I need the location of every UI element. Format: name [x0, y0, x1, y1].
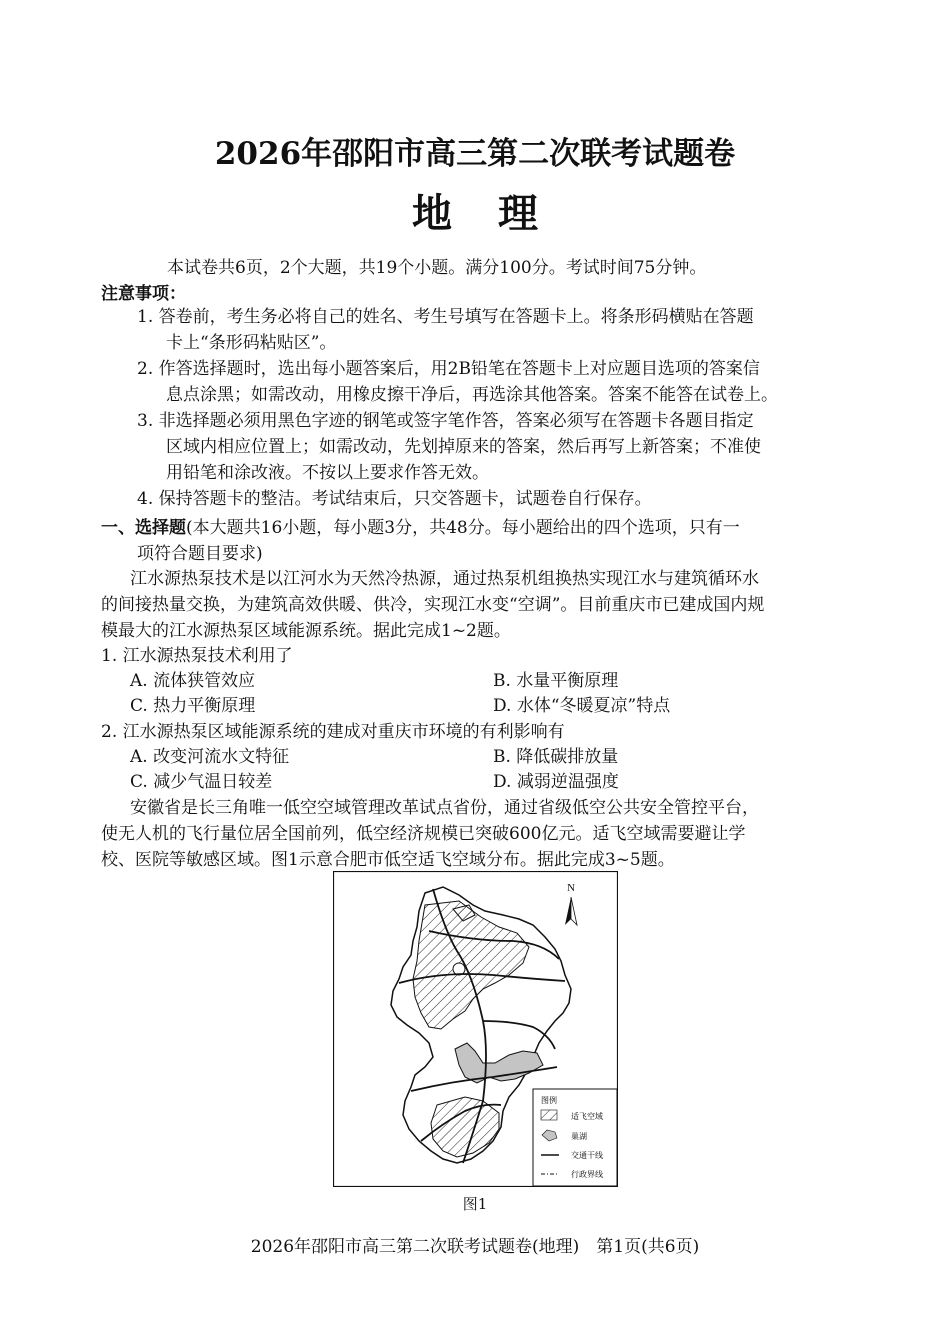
passage-1-line-3: 模最大的江水源热泵区域能源系统。据此完成1~2题。 — [101, 621, 511, 641]
notice-heading: 注意事项： — [101, 284, 186, 304]
question-2-option-a: A. 改变河流水文特征 — [130, 747, 290, 767]
notice-item-2-line-2: 息点涂黑；如需改动，用橡皮擦干净后，再选涂其他答案。答案不能答在试卷上。 — [166, 385, 778, 405]
map-figure — [333, 871, 618, 1187]
legend-airspace-swatch — [541, 1110, 557, 1120]
notice-item-1-line-1: 1. 答卷前，考生务必将自己的姓名、考生号填写在答题卡上。将条形码横贴在答题 — [137, 307, 754, 327]
north-label: N — [567, 882, 575, 894]
exam-title: 2026年邵阳市高三第二次联考试题卷 — [214, 136, 736, 172]
notice-item-3-line-1: 3. 非选择题必须用黑色字迹的钢笔或签字笔作答，答案必须写在答题卡各题目指定 — [137, 411, 754, 431]
question-2-stem: 2. 江水源热泵区域能源系统的建成对重庆市环境的有利影响有 — [101, 722, 565, 742]
figure-caption: 图1 — [462, 1195, 488, 1213]
question-1-option-a: A. 流体狭管效应 — [130, 671, 256, 691]
question-1-option-b: B. 水量平衡原理 — [493, 671, 619, 691]
legend-boundary-label: 行政界线 — [571, 1170, 603, 1179]
notice-item-4-line-1: 4. 保持答题卡的整洁。考试结束后，只交答题卡，试题卷自行保存。 — [137, 489, 652, 509]
page-footer: 2026年邵阳市高三第二次联考试题卷(地理) 第1页(共6页) — [250, 1237, 700, 1257]
passage-2-line-2: 使无人机的飞行量位居全国前列，低空经济规模已突破600亿元。适飞空域需要避让学 — [101, 824, 746, 844]
hefei-airspace-map — [333, 871, 618, 1187]
notice-item-3-line-2: 区域内相应位置上；如需改动，先划掉原来的答案，然后再写上新答案；不准使 — [166, 437, 761, 457]
legend-title: 图例 — [541, 1096, 557, 1105]
section-1-desc: (本大题共16小题，每小题3分，共48分。每小题给出的四个选项，只有一 — [186, 518, 740, 538]
passage-2-line-3: 校、医院等敏感区域。图1示意合肥市低空适飞空域分布。据此完成3~5题。 — [101, 850, 675, 870]
legend-road-label: 交通干线 — [571, 1151, 603, 1160]
question-1-stem: 1. 江水源热泵技术利用了 — [101, 646, 293, 666]
section-1-heading-line — [101, 515, 740, 541]
exam-intro: 本试卷共6页，2个大题，共19个小题。满分100分。考试时间75分钟。 — [167, 258, 707, 278]
section-1-heading: 一、选择题 — [101, 518, 186, 538]
legend-lake-label: 巢湖 — [571, 1132, 587, 1141]
map-legend — [533, 1089, 617, 1186]
question-2-option-d: D. 减弱逆温强度 — [493, 772, 619, 792]
passage-2-line-1: 安徽省是长三角唯一低空空域管理改革试点省份，通过省级低空公共安全管控平台， — [130, 798, 759, 818]
legend-airspace-label: 适飞空域 — [571, 1112, 603, 1121]
notice-item-2-line-1: 2. 作答选择题时，选出每小题答案后，用2B铅笔在答题卡上对应题目选项的答案信 — [137, 359, 760, 379]
question-2-option-c: C. 减少气温日较差 — [130, 772, 273, 792]
question-2-option-b: B. 降低碳排放量 — [493, 747, 619, 767]
section-1-desc-line-2: 项符合题目要求) — [137, 544, 263, 564]
passage-1-line-1: 江水源热泵技术是以江河水为天然冷热源，通过热泵机组换热实现江水与建筑循环水 — [130, 569, 759, 589]
question-1-option-c: C. 热力平衡原理 — [130, 696, 256, 716]
subject-title: 地理 — [412, 190, 584, 237]
notice-item-1-line-2: 卡上“条形码粘贴区”。 — [166, 333, 337, 353]
question-1-option-d: D. 水体“冬暖夏凉”特点 — [493, 696, 671, 716]
passage-1-line-2: 的间接热量交换，为建筑高效供暖、供冷，实现江水变“空调”。目前重庆市已建成国内规 — [101, 595, 765, 615]
notice-item-3-line-3: 用铅笔和涂改液。不按以上要求作答无效。 — [166, 463, 489, 483]
